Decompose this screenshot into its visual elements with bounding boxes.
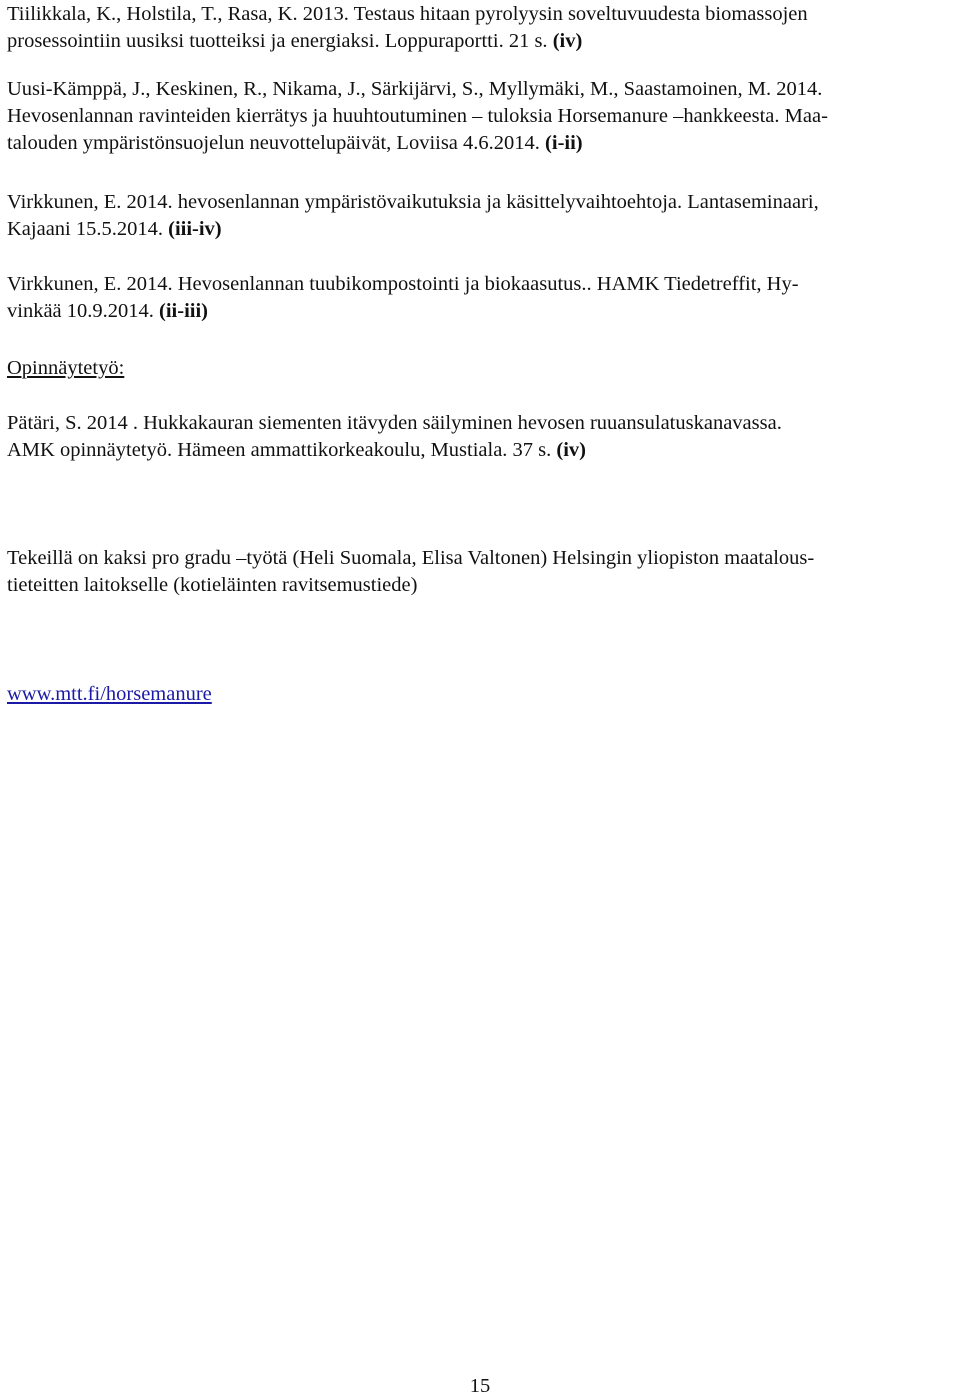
reference-line: Tiilikkala, K., Holstila, T., Rasa, K. 2013. Testaus hitaan pyrolyysin soveltuvuudesta biomassojen	[7, 3, 808, 25]
reference-line: Uusi-Kämppä, J., Keskinen, R., Nikama, J., Särkijärvi, S., Myllymäki, M., Saastamoinen, M. 2014.	[7, 78, 823, 100]
reference-uusi-kamppa-2014	[7, 76, 951, 157]
reference-line: talouden ympäristönsuojelun neuvottelupäivät, Loviisa 4.6.2014. (i-ii)	[7, 132, 583, 154]
page-number: 15	[469, 1375, 491, 1397]
paper-tag: (ii-iii)	[159, 300, 208, 322]
reference-tiilikkala-2013	[7, 1, 951, 55]
reference-line: Virkkunen, E. 2014. hevosenlannan ympäristövaikutuksia ja käsittelyvaihtoehtoja. Lantaseminaari,	[7, 191, 819, 213]
ongoing-work-note	[7, 545, 951, 599]
reference-virkkunen-2014-b	[7, 271, 951, 325]
paper-tag: (iii-iv)	[168, 218, 222, 240]
note-line: tieteitten laitokselle (kotieläinten ravitsemustiede)	[7, 574, 418, 596]
reference-line: Kajaani 15.5.2014. (iii-iv)	[7, 218, 222, 240]
reference-line: Pätäri, S. 2014 . Hukkakauran siementen itävyden säilyminen hevosen ruuansulatuskanavassa.	[7, 412, 782, 434]
reference-virkkunen-2014-a	[7, 189, 951, 243]
reference-line: Hevosenlannan ravinteiden kierrätys ja huuhtoutuminen – tuloksia Horsemanure –hankkeesta. Maa-	[7, 105, 828, 127]
reference-patari-2014	[7, 410, 951, 464]
reference-line: Virkkunen, E. 2014. Hevosenlannan tuubikompostointi ja biokaasutus.. HAMK Tiedetreffit, Hy-	[7, 273, 799, 295]
paper-tag: (iv)	[552, 30, 583, 52]
paper-tag: (iv)	[556, 439, 587, 461]
horsemanure-link[interactable]: www.mtt.fi/horsemanure	[7, 683, 212, 705]
thesis-heading: Opinnäytetyö:	[7, 357, 125, 379]
note-line: Tekeillä on kaksi pro gradu –työtä (Heli Suomala, Elisa Valtonen) Helsingin yliopiston maatalous-	[7, 547, 815, 569]
reference-line: AMK opinnäytetyö. Hämeen ammattikorkeakoulu, Mustiala. 37 s. (iv)	[7, 439, 587, 461]
reference-line: prosessointiin uusiksi tuotteiksi ja energiaksi. Loppuraportti. 21 s. (iv)	[7, 30, 583, 52]
paper-tag: (i-ii)	[545, 132, 583, 154]
reference-line: vinkää 10.9.2014. (ii-iii)	[7, 300, 208, 322]
